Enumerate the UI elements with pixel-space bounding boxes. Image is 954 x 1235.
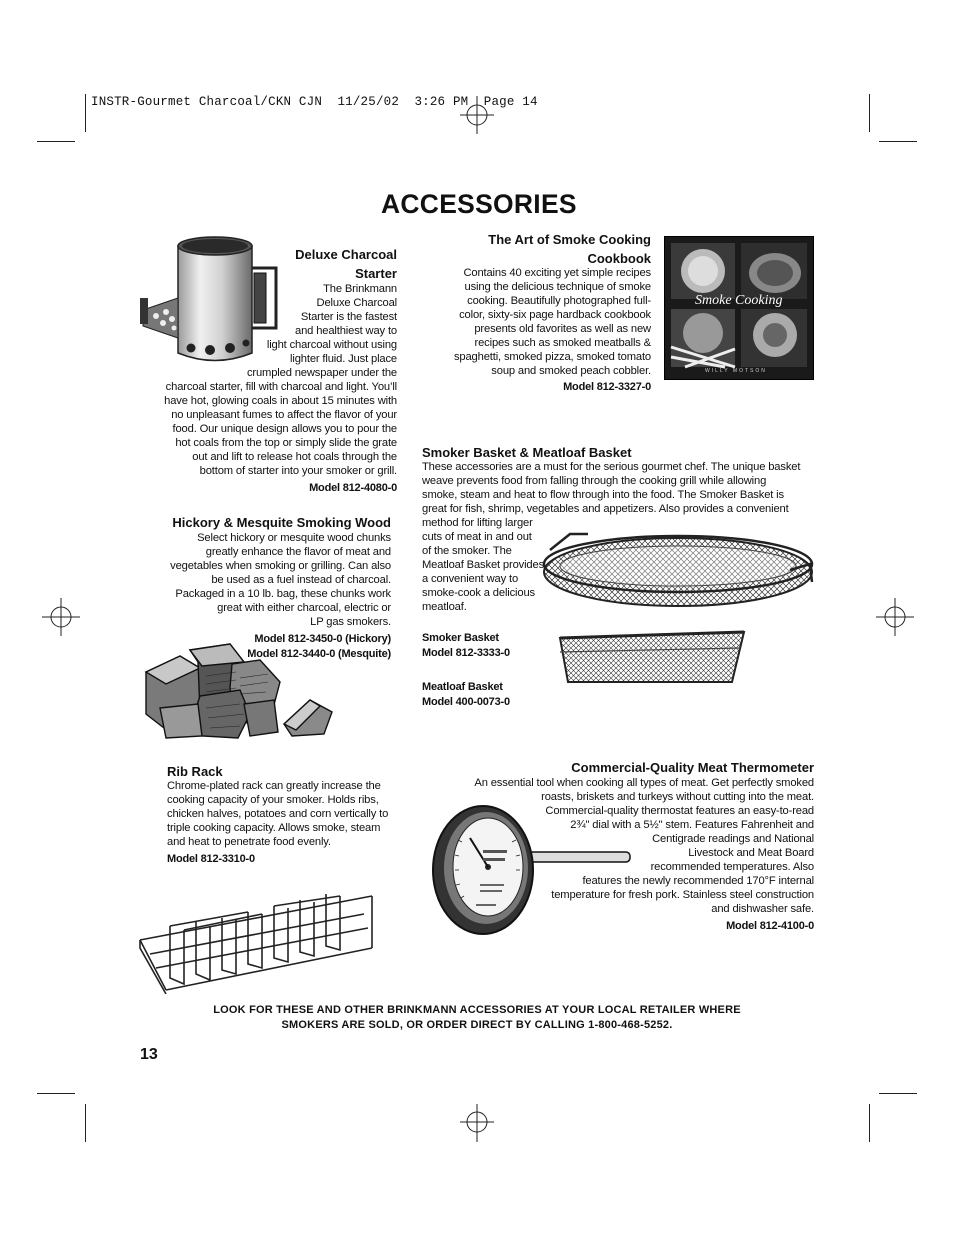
crop-mark [85, 1104, 86, 1142]
heading-line: The Art of Smoke Cooking [488, 232, 651, 247]
text-line: lighter fluid. Just place [290, 353, 397, 365]
meat-thermometer-illustration [428, 800, 634, 938]
crop-mark [879, 1093, 917, 1094]
model-number: Model 812-3327-0 [563, 381, 651, 393]
meatloaf-basket-illustration [556, 628, 748, 686]
thermometer-heading: Commercial-Quality Meat Thermometer [571, 760, 814, 775]
text-line: LP gas smokers. [310, 616, 391, 628]
text-line: cuts of meat in and out [422, 531, 532, 543]
text-line: of the smoker. The [422, 545, 512, 557]
notice-line: SMOKERS ARE SOLD, OR ORDER DIRECT BY CALLING 1-800-468-5252. [281, 1019, 673, 1031]
text-line: light charcoal without using [266, 339, 397, 351]
text-line: Starter is the fastest [300, 311, 397, 323]
crop-mark [85, 94, 86, 132]
text-line: Packaged in a 10 lb. bag, these chunks work [175, 588, 391, 600]
text-line: Select hickory or mesquite wood chunks [197, 532, 391, 544]
text-line: The Brinkmann [323, 283, 397, 295]
crop-mark [879, 141, 917, 142]
heading-line: Deluxe Charcoal [295, 247, 397, 262]
rib-rack-heading: Rib Rack [167, 764, 223, 779]
text-line: cooking. Beautifully photographed full- [467, 295, 651, 307]
order-notice [140, 1003, 814, 1033]
text-line: great with either charcoal, electric or [217, 602, 391, 614]
text-line: chicken halves, potatoes and corn vertically to [167, 808, 389, 820]
print-slug: INSTR-Gourmet Charcoal/CKN CJN 11/25/02 3:26 PM Page 14 [91, 95, 538, 109]
text-line: food. Our unique design allows you to pour the [172, 423, 397, 435]
registration-mark-icon [36, 594, 86, 644]
product-label: Meatloaf Basket [422, 681, 503, 693]
text-line: vegetables when smoking or grilling. Can also [170, 560, 391, 572]
heading-line: Cookbook [587, 251, 651, 266]
text-line: Livestock and Meat Board [688, 847, 814, 859]
heading-line: Starter [355, 266, 397, 281]
page-title: ACCESSORIES [380, 189, 577, 219]
text-line: presents old favorites as well as new [474, 323, 651, 335]
text-line: and healthiest way to [295, 325, 397, 337]
page-number: 13 [140, 1046, 158, 1063]
text-line: features the newly recommended 170°F internal [582, 875, 814, 887]
model-number: Model 812-4080-0 [309, 482, 397, 494]
text-line: bottom of starter into your smoker or grill. [199, 465, 397, 477]
text-line: out and lift to release hot coals through the [192, 451, 397, 463]
text-line: Meatloaf Basket provides [422, 559, 545, 571]
text-line: cooking capacity of your smoker. Holds ribs, [167, 794, 379, 806]
text-line: and dishwasher safe. [711, 903, 814, 915]
crop-mark [37, 141, 75, 142]
text-line: These accessories are a must for the serious gourmet chef. The unique basket [422, 461, 801, 473]
text-line: crumpled newspaper under the [246, 367, 397, 379]
smoker-basket-illustration [540, 520, 816, 612]
text-line: charcoal starter, fill with charcoal and light. You’ll [165, 381, 397, 393]
cookbook-body [420, 266, 651, 395]
text-line: soup and smoked peach cobbler. [491, 365, 651, 377]
model-number: Model 812-3333-0 [422, 647, 510, 659]
model-number: Model 812-4100-0 [726, 920, 814, 932]
charcoal-starter-body [140, 282, 397, 496]
text-line: spaghetti, smoked pizza, smoked tomato [453, 351, 651, 363]
text-line: a convenient way to [422, 573, 519, 585]
crop-mark [37, 1093, 75, 1094]
registration-mark-icon [452, 1100, 502, 1150]
charcoal-starter-heading [236, 245, 397, 283]
text-line: greatly enhance the flavor of meat and [205, 546, 391, 558]
model-number: Model 812-3440-0 (Mesquite) [247, 648, 391, 660]
meatloaf-basket-label [422, 680, 510, 710]
text-line: roasts, briskets and turkeys without cutting into the meat. [541, 791, 814, 803]
text-line: Chrome-plated rack can greatly increase the [167, 780, 381, 792]
text-line: triple cooking capacity. Allows smoke, steam [167, 822, 381, 834]
cookbook-cover-author: WILLY MOTSON [705, 368, 767, 374]
text-line: Commercial-quality thermostat features an easy-to-read [545, 805, 814, 817]
cookbook-cover-image [664, 236, 814, 380]
cookbook-cover-title: Smoke Cooking [695, 293, 783, 308]
crop-mark [869, 94, 870, 132]
model-number: Model 812-3310-0 [167, 853, 255, 865]
text-line: Contains 40 exciting yet simple recipes [463, 267, 651, 279]
model-number: Model 400-0073-0 [422, 696, 510, 708]
text-line: be used as a fuel instead of charcoal. [211, 574, 391, 586]
text-line: great for fish, shrimp, vegetables and appetizers. Also provides a convenient [422, 503, 789, 515]
text-line: weave prevents food from falling through the cooking grill while allowing [422, 475, 767, 487]
text-line: recommended temperatures. Also [650, 861, 814, 873]
text-line: Centigrade readings and National [652, 833, 814, 845]
text-line: using the delicious technique of smoke [464, 281, 651, 293]
text-line: recipes such as smoked meatballs & [474, 337, 651, 349]
product-label: Smoker Basket [422, 632, 499, 644]
text-line: smoke-cook a delicious [422, 587, 535, 599]
text-line: and heat to penetrate food evenly. [167, 836, 331, 848]
model-number: Model 812-3450-0 (Hickory) [254, 633, 391, 645]
text-line: Deluxe Charcoal [316, 297, 397, 309]
smoker-basket-label [422, 631, 510, 661]
text-line: color, sixty-six page hardback cookbook [459, 309, 651, 321]
cookbook-heading [440, 230, 651, 268]
wood-chunks-illustration [140, 642, 336, 740]
rib-rack-body [167, 779, 403, 867]
text-line: meatloaf. [422, 601, 467, 613]
text-line: have hot, glowing coals in about 15 minutes with [164, 395, 397, 407]
crop-mark [869, 1104, 870, 1142]
text-line: temperature for fresh pork. Stainless steel construction [551, 889, 814, 901]
text-line: no unpleasant fumes to affect the flavor of your [171, 409, 397, 421]
text-line: 2¾" dial with a 5½" stem. Features Fahrenheit and [570, 819, 814, 831]
text-line: smoke, steam and heat to flow through into the food. The Smoker Basket is [422, 489, 784, 501]
baskets-heading: Smoker Basket & Meatloaf Basket [422, 445, 632, 460]
text-line: An essential tool when cooking all types of meat. Get perfectly smoked [474, 777, 814, 789]
text-line: method for lifting larger [422, 517, 533, 529]
wood-heading: Hickory & Mesquite Smoking Wood [172, 515, 391, 530]
text-line: hot coals from the top or simply slide the grate [175, 437, 397, 449]
rib-rack-illustration [136, 868, 376, 994]
registration-mark-icon [870, 594, 920, 644]
notice-line: LOOK FOR THESE AND OTHER BRINKMANN ACCESSORIES AT YOUR LOCAL RETAILER WHERE [213, 1004, 741, 1016]
